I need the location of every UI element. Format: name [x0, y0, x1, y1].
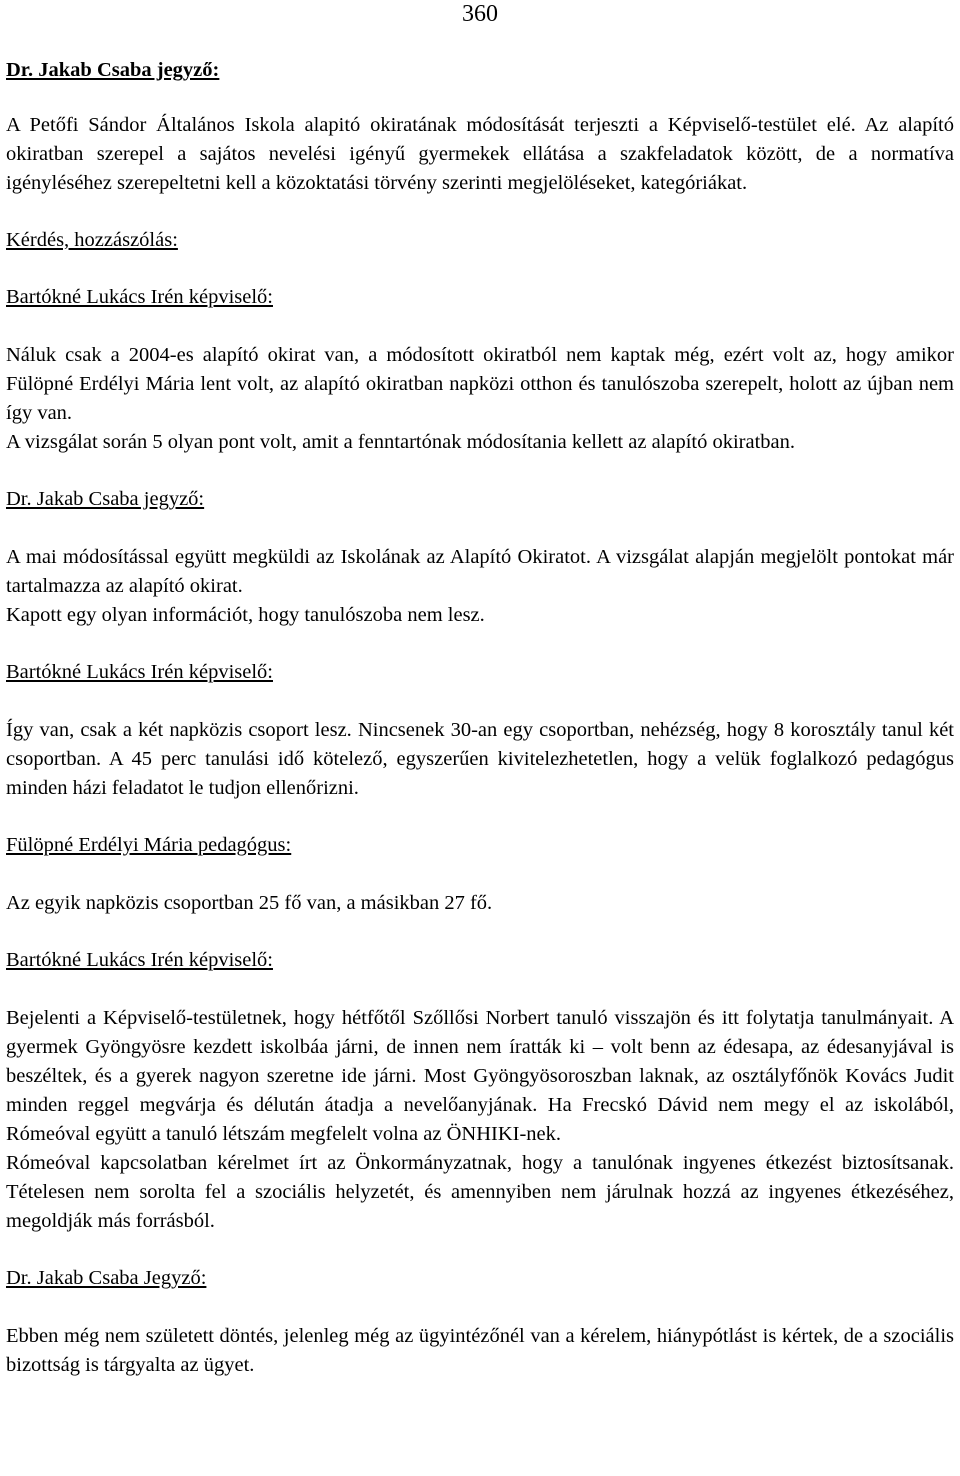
speaker-name: Dr. Jakab Csaba Jegyző:: [6, 1267, 207, 1289]
page-number: 360: [462, 1, 498, 27]
speaker-section: [6, 831, 954, 918]
paragraph: A Petőfi Sándor Általános Iskola alapitó okiratának módosítását terjeszti a Képviselő-testület elé. Az alapító okiratban szerepel a sajátos nevelési igényű gyermekek ellátása a szakfeladatok között, de a normatíva igényléséhez szerepeltetni kell a közoktatási törvény szerinti megjelöléseket, kategóriákat.: [6, 114, 954, 194]
speaker-section: [6, 946, 954, 1236]
speaker-section: [6, 1264, 954, 1380]
speaker-section: [6, 283, 954, 457]
speaker-section: [6, 658, 954, 803]
paragraph: Az egyik napközis csoportban 25 fő van, a másikban 27 fő.: [6, 892, 493, 914]
paragraph: Náluk csak a 2004-es alapító okirat van, a módosított okiratból nem kaptak még, ezért volt az, hogy amikor Fülöpné Erdélyi Mária lent volt, az alapító okiratban napközi otthon és tanulószoba szerepelt, holott az újban nem így van.: [6, 344, 954, 424]
discussion-label: Kérdés, hozzászólás:: [6, 229, 178, 251]
paragraph: Bejelenti a Képviselő-testületnek, hogy hétfőtől Szőllősi Norbert tanuló visszajön és itt folytatja tanulmányait. A gyermek Gyöngyösre kezdett iskolbáa járni, de innen nem íratták ki – volt benn az édesapa, az édesanyjával is beszéltek, és a gyerek nagyon szeretne ide járni. Most Gyöngyösoroszban laknak, az osztályfőnök Kovács Judit minden reggel megvárja és délután átadja a nevelőanyjának. Ha Frecskó Dávid nem megy el az iskolából, Rómeóval együtt a tanuló létszám megfelelt volna az ÖNHIKI-nek.: [6, 1007, 954, 1145]
paragraph: A mai módosítással együtt megküldi az Iskolának az Alapító Okiratot. A vizsgálat alapján megjelölt pontokat már tartalmazza az alapító okirat.: [6, 546, 954, 597]
paragraph: A vizsgálat során 5 olyan pont volt, amit a fenntartónak módosítania kellett az alapító okiratban.: [6, 431, 796, 453]
paragraph: Kapott egy olyan információt, hogy tanulószoba nem lesz.: [6, 604, 485, 626]
speaker-name: Bartókné Lukács Irén képviselő:: [6, 661, 273, 683]
speaker-section: [6, 226, 954, 255]
paragraph: Rómeóval kapcsolatban kérelmet írt az Önkormányzatnak, hogy a tanulónak ingyenes étkezést biztosítsanak. Tételesen nem sorolta fel a szociális helyzetét, és amennyiben nem járulnak hozzá az ingyenes étkezéséhez, megoldják más forrásból.: [6, 1152, 954, 1232]
speaker-name: Bartókné Lukács Irén képviselő:: [6, 949, 273, 971]
speaker-name: Bartókné Lukács Irén képviselő:: [6, 286, 273, 308]
speaker-name: Dr. Jakab Csaba jegyző:: [6, 488, 205, 510]
speaker-section: [6, 485, 954, 630]
paragraph: Ebben még nem született döntés, jelenleg még az ügyintézőnél van a kérelem, hiánypótlást is kértek, de a szociális bizottság is tárgyalta az ügyet.: [6, 1325, 954, 1376]
speaker-name: Dr. Jakab Csaba jegyző:: [6, 59, 220, 81]
paragraph: Így van, csak a két napközis csoport lesz. Nincsenek 30-an egy csoportban, nehézség, hogy 8 korosztály tanul két csoportban. A 45 perc tanulási idő kötelező, egyszerűen kivitelezhetetlen, hogy a velük foglalkozó pedagógus minden házi feladatot le tudjon ellenőrizni.: [6, 719, 954, 799]
speaker-name: Fülöpné Erdélyi Mária pedagógus:: [6, 834, 292, 856]
document-body: [6, 56, 954, 1408]
speaker-section: [6, 56, 954, 198]
